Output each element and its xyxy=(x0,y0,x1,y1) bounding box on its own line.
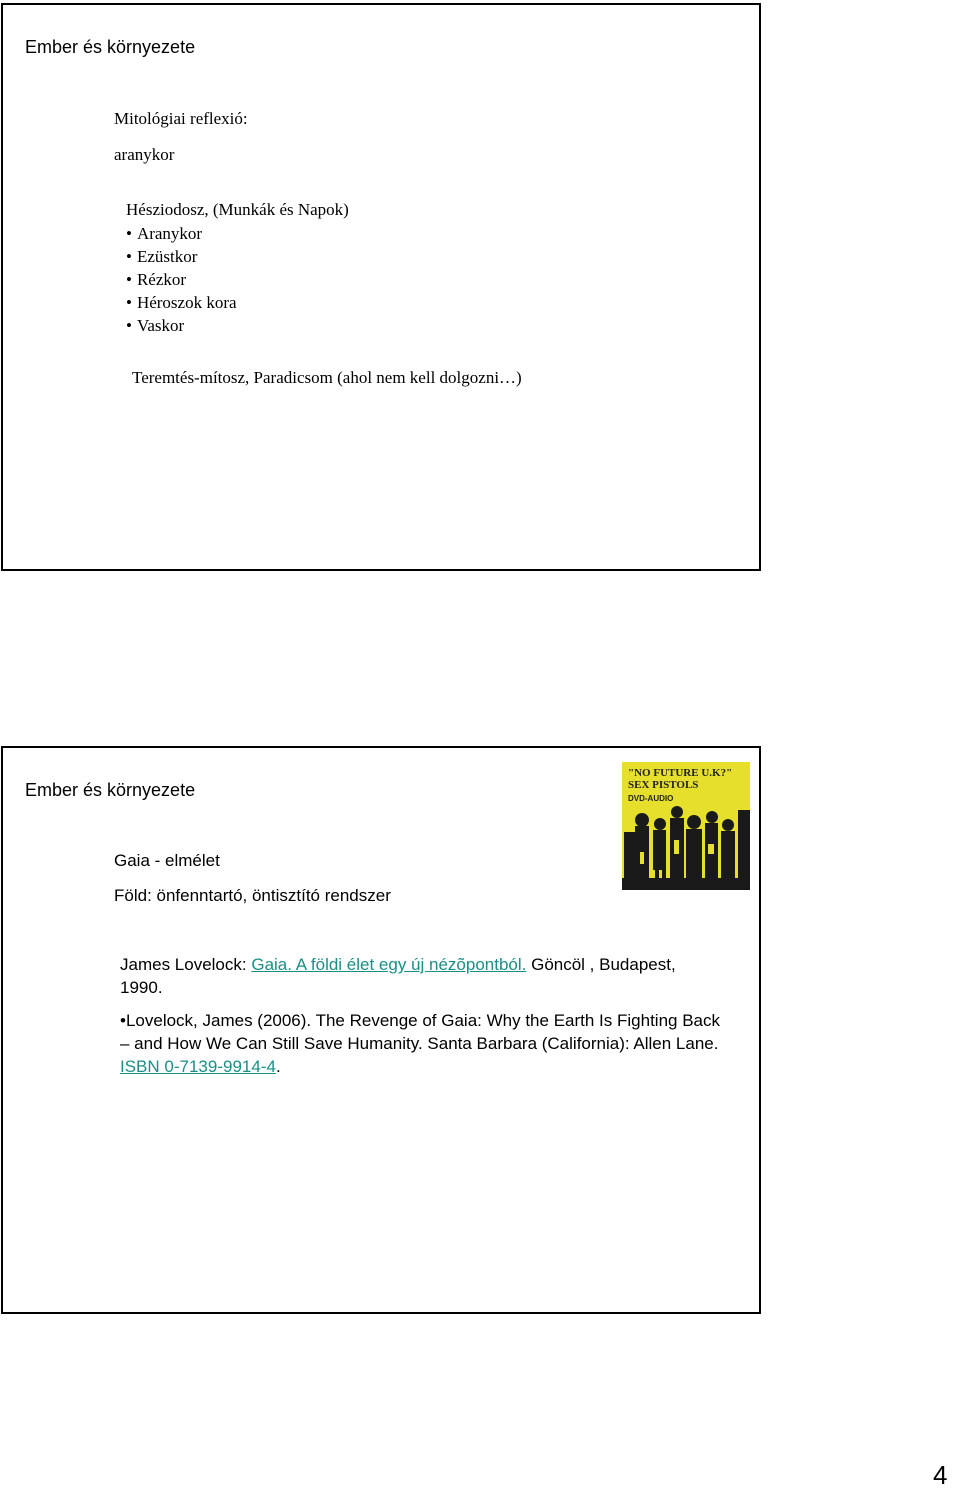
slide-heading: Mitológiai reflexió: xyxy=(114,109,248,128)
page-number: 4 xyxy=(933,1460,948,1490)
isbn-link[interactable]: ISBN 0-7139-9914-4 xyxy=(120,1057,276,1076)
slide-title: Ember és környezete xyxy=(25,37,196,57)
slide-subheading: Föld: önfenntartó, öntisztító rendszer xyxy=(114,886,391,905)
slide-title: Ember és környezete xyxy=(25,780,196,800)
cover-artist: SEX PISTOLS xyxy=(628,779,699,791)
ages-list xyxy=(126,222,237,337)
reference-1 xyxy=(120,953,720,999)
reference-2 xyxy=(120,1009,720,1078)
crowd-photo xyxy=(622,762,750,890)
cover-format: DVD-AUDIO xyxy=(628,794,674,803)
reference-author: James Lovelock: xyxy=(120,955,252,974)
list-item: • Aranykor xyxy=(126,222,237,245)
author-line: Hésziodosz, (Munkák és Napok) xyxy=(126,200,349,219)
references xyxy=(120,953,720,1078)
book-link[interactable]: Gaia. A földi élet egy új nézõpontból. xyxy=(251,955,527,974)
list-item: • Ezüstkor xyxy=(126,245,237,268)
slide-note: Teremtés-mítosz, Paradicsom (ahol nem kell dolgozni…) xyxy=(132,368,522,387)
slide-1 xyxy=(1,3,761,571)
slide-2 xyxy=(1,746,761,1314)
reference-end: . xyxy=(275,1057,281,1076)
list-item: • Rézkor xyxy=(126,268,237,291)
slide-heading: Gaia - elmélet xyxy=(114,851,220,870)
reference-text: •Lovelock, James (2006). The Revenge of Gaia: Why the Earth Is Fighting Back – and How We Can Still Save Humanity. Santa Barbara (California): Allen Lane. xyxy=(120,1011,720,1053)
list-item: • Vaskor xyxy=(126,314,237,337)
reference-publisher: Göncöl , Budapest, 1990. xyxy=(120,955,676,997)
cover-title: "NO FUTURE U.K?" xyxy=(628,767,733,779)
list-item: • Héroszok kora xyxy=(126,291,237,314)
slide-subheading: aranykor xyxy=(114,145,175,164)
album-cover-image xyxy=(622,762,750,890)
